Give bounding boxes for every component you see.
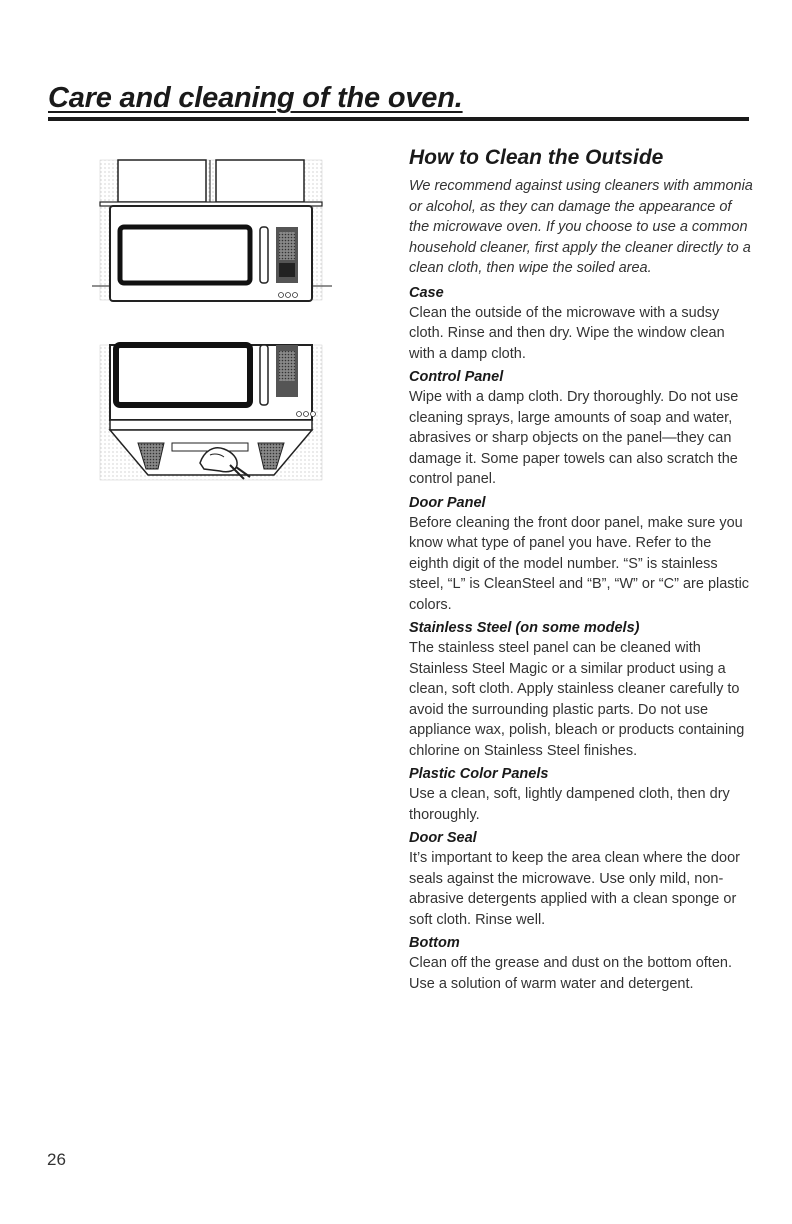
subsection-text-door-seal: It’s important to keep the area clean where the door seals against the microwave. Use only mild, non-abrasive detergents applied with a clean sponge or soft cloth. Rinse well. [409,850,741,928]
microwave-top-view [92,160,332,301]
subsection-text-control-panel: Wipe with a damp cloth. Dry thoroughly. Do not use cleaning sprays, large amounts of soap and water, abrasives or sharp objects on the panel—they can damage it. Some paper towels can also scratch the control panel. [409,389,739,487]
intro-paragraph: We recommend against using cleaners with ammonia or alcohol, as they can damage the appearance of the microwave oven. If you choose to use a common household cleaner, first apply the cleaner directly to a clean cloth, then wipe the soiled area. [409,178,753,276]
subsection-text-stainless-steel: The stainless steel panel can be cleaned with Stainless Steel Magic or a similar product using a clean, soft cloth. Apply stainless cleaner carefully to avoid the surrounding plastic parts. Do not use appliance wax, polish, bleach or products containing chlorine on Stainless Steel finishes. [409,640,745,759]
page-number: 26 [47,1150,66,1169]
subsection-heading-plastic-color-panels: Plastic Color Panels [409,766,549,782]
subsection-heading-stainless-steel: Stainless Steel (on some models) [409,620,640,636]
subsection-text-plastic-color-panels: Use a clean, soft, lightly dampened cloth, then dry thoroughly. [409,786,730,823]
section-title: How to Clean the Outside [409,146,664,169]
microwave-illustration [92,155,332,495]
page-title: Care and cleaning of the oven. [48,82,463,114]
subsection-heading-door-seal: Door Seal [409,830,477,846]
title-rule [48,117,749,121]
microwave-bottom-view [100,345,322,480]
subsection-heading-control-panel: Control Panel [409,369,504,385]
cleaning-instructions [409,146,754,997]
subsection-text-door-panel: Before cleaning the front door panel, make sure you know what type of panel you have. Refer to the eighth digit of the model number. “S” is stainless steel, “L” is CleanSteel and “B”, “W” or “C” are plastic colors. [409,514,750,613]
subsection-heading-door-panel: Door Panel [409,494,486,511]
subsection-heading-case: Case [409,284,444,301]
subsection-heading-bottom: Bottom [409,935,460,951]
subsection-text-bottom: Clean off the grease and dust on the bottom often. Use a solution of warm water and detergent. [409,955,732,992]
subsection-text-case: Clean the outside of the microwave with a sudsy cloth. Rinse and then dry. Wipe the window clean with a damp cloth. [409,304,725,362]
